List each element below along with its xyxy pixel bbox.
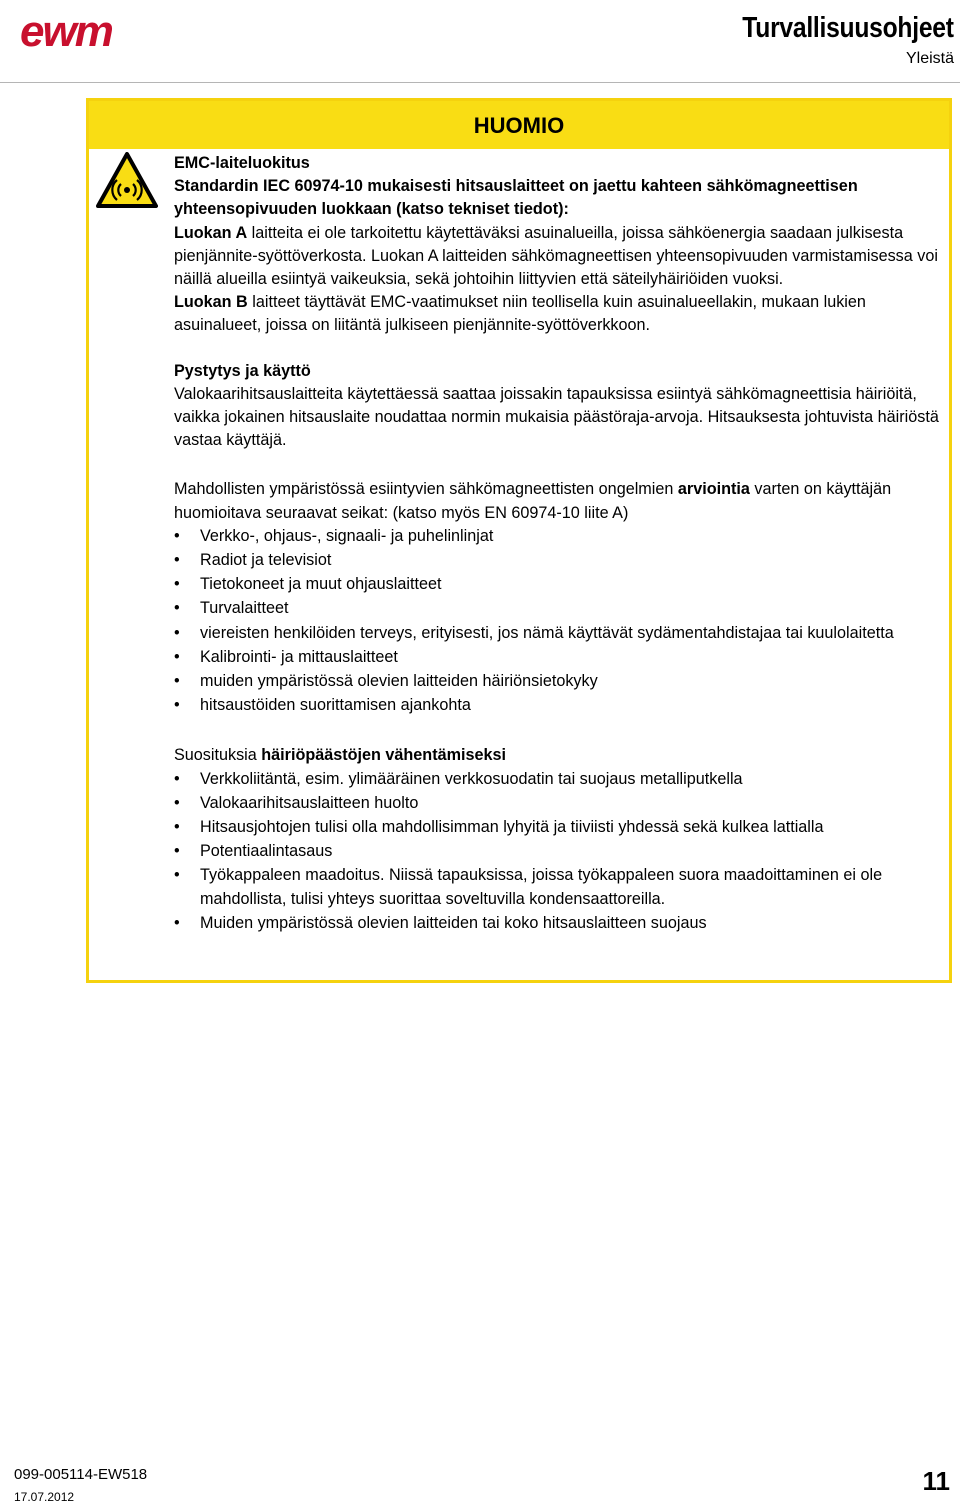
class-b-text: laitteet täyttävät EMC-vaatimukset niin teollisella kuin asuinalueellakin, mukaan lukien asuinalueet, joissa on liitäntä julkiseen pienjännite-syöttöverkkoon.: [174, 293, 866, 335]
page-number: 11: [922, 1466, 950, 1496]
setup-text: Valokaarihitsauslaitteita käytettäessä saattaa joissakin tapauksissa esiintyä sähkömagneettisia häiriöitä, vaikka jokainen hitsauslaite noudattaa normin mukaisia päästöraja-arvoja. Hitsauksesta johtuvista häiriöstä vastaa käyttäjä.: [174, 384, 939, 450]
list-item: • Muiden ympäristössä olevien laitteiden tai koko hitsauslaitteen suojaus: [174, 912, 954, 935]
list-item: • viereisten henkilöiden terveys, erityisesti, jos nämä käyttävät sydämentahdistajaa tai kuulolaitetta: [174, 622, 954, 645]
list-item: • Kalibrointi- ja mittauslaitteet: [174, 646, 954, 669]
list-item: • Radiot ja televisiot: [174, 549, 954, 572]
assessment-intro-start: Mahdollisten ympäristössä esiintyvien sähkömagneettisten ongelmien: [174, 480, 678, 499]
recommendations-intro: [174, 744, 954, 767]
assessment-intro-end: varten on käyttäjän huomioitava seuraavat seikat: (katso myös EN 60974-10 liite A): [174, 480, 892, 522]
class-b-label: Luokan B: [174, 293, 248, 312]
emc-title: EMC-laiteluokitus: [174, 154, 310, 172]
electromagnetic-field-warning-icon: [96, 152, 158, 208]
list-item: • Valokaarihitsauslaitteen huolto: [174, 792, 954, 815]
list-item: • Turvalaitteet: [174, 597, 954, 620]
class-a-label: Luokan A: [174, 223, 248, 242]
list-item: • muiden ympäristössä olevien laitteiden häiriönsietokyky: [174, 670, 954, 693]
recommendations-intro-bold: häiriöpäästöjen vähentämiseksi: [261, 746, 506, 765]
list-item: • Työkappaleen maadoitus. Niissä tapauksissa, joissa työkappaleen suora maadoittaminen ei ole mahdollista, tulisi yhteys suorittaa soveltuvilla kondensaattoreilla.: [174, 864, 954, 910]
list-item: • Verkkoliitäntä, esim. ylimääräinen verkkosuodatin tai suojaus metalliputkella: [174, 768, 954, 791]
section-subtitle: Yleistä: [905, 50, 954, 67]
assessment-intro-bold: arviointia: [677, 480, 750, 499]
list-item: • hitsaustöiden suorittamisen ajankohta: [174, 694, 954, 717]
class-b-paragraph: [174, 291, 954, 337]
assessment-list: [174, 525, 954, 718]
list-item: • Potentiaalintasaus: [174, 840, 954, 863]
notice-header-bar: [89, 101, 949, 149]
list-item: • Tietokoneet ja muut ohjauslaitteet: [174, 573, 954, 596]
notice-content: [174, 152, 954, 936]
recommendations-list: [174, 768, 954, 935]
recommendations-intro-start: Suosituksia: [174, 746, 262, 765]
class-a-paragraph: [174, 222, 954, 292]
emc-standard: Standardin IEC 60974-10 mukaisesti hitsauslaitteet on jaettu kahteen sähkömagneettisen yhteensopivuuden luokkaan (katso tekniset tiedot):: [174, 177, 858, 219]
svg-text:ewm: ewm: [20, 8, 112, 54]
list-item: • Hitsausjohtojen tulisi olla mahdollisimman lyhyitä ja tiiviisti yhdessä sekä kulkea lattialla: [174, 816, 954, 839]
setup-title: Pystytys ja käyttö: [174, 361, 311, 380]
assessment-intro: [174, 478, 954, 524]
list-item: • Verkko-, ohjaus-, signaali- ja puhelinlinjat: [174, 525, 954, 548]
header-divider: [0, 82, 960, 83]
class-a-text: laitteita ei ole tarkoitettu käytettäväksi asuinalueilla, joissa sähköenergia saadaan julkisesta pienjännite-syöttöverkosta. Luokan A laitteiden sähkömagneettisen yhteensopivuuden varmistamisessa voi näillä alueilla esiintyä vaikeuksia, sekä johtoihin liittyvien että säteilyhäiriöiden vuoksi.: [174, 223, 938, 289]
ewm-logo: [20, 8, 166, 54]
notice-heading: HUOMIO: [473, 113, 565, 138]
document-code: 099-005114-EW518: [14, 1466, 148, 1483]
section-title: Turvallisuusohjeet: [742, 12, 954, 44]
document-date: 17.07.2012: [14, 1490, 75, 1504]
